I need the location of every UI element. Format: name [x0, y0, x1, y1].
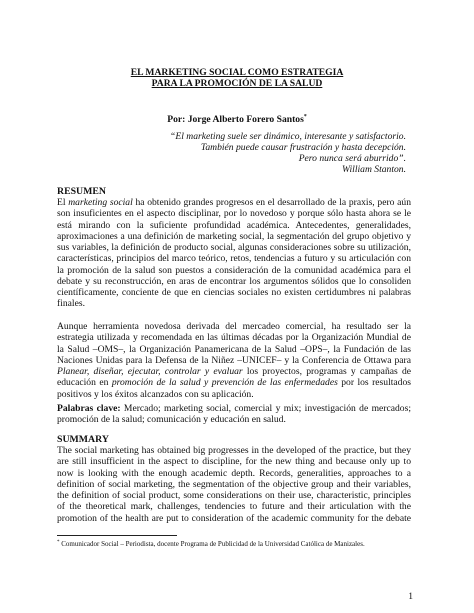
- text-line: son insuficientes en el aspecto disciplinar, por lo novedoso y porque sólo hasta ahora se le: [57, 208, 411, 220]
- footnote: [57, 539, 417, 548]
- author-name: Por: Jorge Alberto Forero Santos: [167, 114, 304, 125]
- text-line: científicamente, conciente de que en ciencias sociales no existen certidumbres ni palabras: [57, 287, 411, 298]
- epigraph-line: Pero nunca será aburrido”.: [298, 153, 406, 165]
- footnote-mark: *: [57, 540, 60, 545]
- text-line: now is looking with the enough academic depth. Records, generalities, approaches to a: [57, 467, 411, 479]
- text-line: The social marketing has obtained big progresses in the developed of the practice, but they: [57, 445, 411, 456]
- epigraph: [66, 131, 406, 175]
- text-line: Palabras clave: Mercado; marketing social, comercial y mix; investigación de mercados;: [57, 403, 411, 414]
- author-footnote-mark: *: [303, 114, 307, 120]
- text-line: promoción de la salud; comunicación y educación en salud.: [57, 414, 286, 426]
- resumen-paragraph-2: [57, 321, 411, 400]
- text-line: the definition of social product, some considerations on their use, characteristic, principles: [57, 490, 411, 501]
- bold-text: Palabras clave:: [57, 403, 121, 414]
- text-line: debate y su reconstrucción, en aras de encontrar los argumentos sólidos que lo consoliden: [57, 275, 411, 287]
- italic-text: marketing social: [68, 197, 133, 208]
- title-line-1: EL MARKETING SOCIAL COMO ESTRATEGIA: [130, 67, 344, 78]
- italic-text: Planear, diseñar, ejecutar, controlar y evaluar: [57, 366, 243, 377]
- summary-paragraph-1: [57, 445, 411, 524]
- footnote-divider: [57, 535, 177, 536]
- footnote-text: Comunicador Social – Periodista, docente Programa de Publicidad de la Universidad Católica de Manizales.: [61, 540, 365, 548]
- text-line: El marketing social ha obtenido grandes progresos en el desarrollado de la praxis, pero aún: [57, 197, 411, 208]
- text-line: are still insufficient in the aspect to discipline, for the new thing and because only up to: [57, 456, 411, 468]
- text-line: Naciones Unidas para la Defensa de la Niñez –UNICEF– y la Conferencia de Ottawa para: [57, 354, 411, 366]
- text-line: la Salud –OMS–, la Organización Panamericana de la Salud –OPS–, la Fundación de las: [57, 343, 411, 355]
- text-line: aproximaciones a una definición de marketing social, la segmentación del grupo objetivo y: [57, 230, 411, 242]
- epigraph-line: “El marketing suele ser dinámico, interesante y satisfactorio.: [170, 131, 406, 142]
- text-line: promotion of the health are put to consideration of the academic community for the debate: [57, 512, 411, 524]
- text-line: estrategia utilizada y recomendada en las últimas décadas por la Organización Mundial de: [57, 332, 411, 344]
- author-line: [0, 112, 474, 125]
- resumen-paragraph-1: [57, 197, 411, 310]
- text-line: Planear, diseñar, ejecutar, controlar y evaluar los proyectos, programas y campañas de: [57, 366, 411, 377]
- epigraph-attribution: William Stanton.: [342, 164, 406, 176]
- text-line: of the theoretical mark, challenges, tendencies to future and their articulation with the: [57, 501, 411, 513]
- text-line: educación en promoción de la salud y prevención de las enfermedades por los resultados: [57, 377, 411, 389]
- text-line: finales.: [57, 298, 85, 310]
- text-line: positivos y los éxitos alcanzados con su aplicación.: [57, 388, 254, 400]
- text-line: sus variables, la definición de producto social, algunas consideraciones sobre su utilización,: [57, 242, 411, 253]
- text-line: está mirando con la suficiente profundidad académica. Antecedentes, generalidades,: [57, 219, 411, 231]
- title-line-2: PARA LA PROMOCIÓN DE LA SALUD: [151, 78, 323, 89]
- keywords-paragraph: [57, 403, 411, 426]
- epigraph-line: También puede causar frustración y hasta decepción.: [200, 142, 406, 154]
- text-line: la promoción de la salud son puestos a consideración de la comunidad académica para el: [57, 264, 411, 276]
- page-number: 1: [408, 591, 413, 602]
- summary-heading: SUMMARY: [57, 434, 109, 445]
- text-line: definition of social marketing, the segmentation of the objective group and their variables,: [57, 478, 411, 490]
- italic-text: promoción de la salud y prevención de las enfermedades: [111, 377, 338, 389]
- resumen-heading: RESUMEN: [57, 186, 106, 197]
- text-line: características, principios del marco teórico, retos, tendencias a futuro y su articulación con: [57, 253, 411, 265]
- text-line: Aunque herramienta novedosa derivada del mercadeo comercial, ha resultado ser la: [57, 321, 411, 332]
